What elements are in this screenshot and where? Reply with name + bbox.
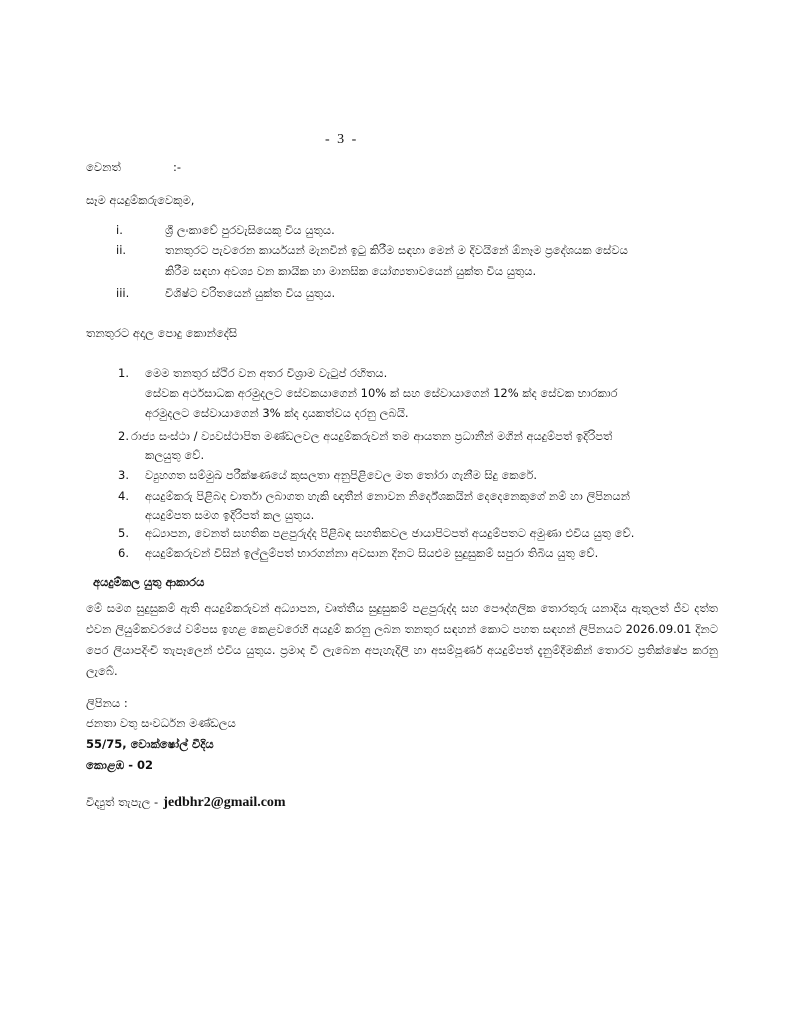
email-address: jedbhr2@gmail.com xyxy=(163,795,286,810)
list-item: අයදුම්කරුවන් විසින් ඉල්ලුම්පත් භාරගන්නා අවසාන දිනට සියළුම සුදුසුකම් සපුරා තිබිය යුතු වේ. xyxy=(145,546,599,560)
list-item-continuation: අයදුම්පත සමග ඉදිරිපත් කල යුතුය. xyxy=(145,508,315,522)
list-item-continuation: අරමුදලට සේවායාගෙන් 3% ක්ද දායකත්වය දරනු ලබයි. xyxy=(145,406,409,420)
list-item: තනතුරට පැවරෙන කාර්යයන් මැනවින් ඉටු කිරීම සඳහා මෙන් ම දිවයිනේ ඕනෑම ප්‍රදේශයක සේවය xyxy=(165,243,628,257)
list-marker: 1. xyxy=(118,366,129,380)
list-marker: 5. xyxy=(118,526,129,540)
list-item: අයදුම්කරු පිළිබද චාර්තා ලබාගත හැකි ඥාතීන් නොවන නිර්දේශකයින් දෙදෙනෙකුගේ නම් හා ලිපිනයන් xyxy=(145,489,630,503)
list-marker: 4. xyxy=(118,489,129,503)
list-marker: i. xyxy=(116,223,123,237)
apply-heading: අයදුම්කල යුතු ආකාරය xyxy=(93,575,205,589)
others-colon: :- xyxy=(173,160,182,174)
address-line: ජනතා වතු සංවර්ධන මණ්ඩලය xyxy=(86,716,236,730)
list-item-continuation: කිරීම සඳහා අවශ්‍ය වන කායික හා මානසික යෝග්‍යතාවයෙන් යුක්ත විය යුතුය. xyxy=(165,264,537,278)
page-number: - 3 - xyxy=(325,132,359,147)
list-item: අධ්‍යාපන, වෙනත් සහතික පළපුරුද්ද පිළිබඳ සහතිකවල ඡායාපිටපත් අයදුම්පතට අමුණා එවිය යුතු වේ. xyxy=(145,526,635,540)
list-item-continuation: කලයුතු වේ. xyxy=(145,448,205,462)
list-item: රාජ්‍ය සංස්ථා / ව්‍යවස්ථාපිත මණ්ඩලවල අයදුම්කරුවන් තම ආයතන ප්‍රධානීන් මගින් අයදුම්පත් ඉදිරිපත් xyxy=(131,429,613,443)
list-marker: ii. xyxy=(116,243,127,257)
list-item: මෙම තනතුර ස්ථිර වන අතර විශ්‍රාම වැටුප් රහිතය. xyxy=(145,366,388,380)
others-heading: වෙනත් xyxy=(86,160,121,174)
list-marker: 3. xyxy=(118,468,129,482)
list-marker: 2. xyxy=(118,429,129,443)
address-line: 55/75, වොක්ෂෝල් වීදිය xyxy=(86,737,214,751)
list-item: ව්‍යුහගත සම්මුඛ පරීක්ෂණයේ කුසලතා අනුපිළිවෙල මත තෝරා ගැනීම සිදු කෙරේ. xyxy=(145,468,538,482)
all-applicants-text: සෑම අයදුම්කරුවෙකුම, xyxy=(86,193,195,207)
apply-paragraph: මේ සමග සුදුසුකම් ඇති අයදුම්කරුවන් අධ්‍යාපන, වෘත්තීය සුදුසුකම් පළපුරුද්ද සහ පෞද්ගලික තොරතුරු යනාදිය ඇතුලත් ජීව දත්ත එවන ලියුම්කවරයේ වම්පස ඉහළ කෙළවරෙහි අයදුම් කරනු ලබන තනතුර සඳහන් කොට පහත සඳහන් ලිපිනයට 2026.09.01 දිනට පෙර ලියාපදිංචි තැපෑලෙන් එවිය යුතුය. ප්‍රමාද වී ලැබෙන අපැහැදිලි හා අසම්පූර්ණ අයදුම්පත් දැනුම්දීමකින් තොරව ප්‍රතික්ෂේප කරනු ලැබේ. xyxy=(86,601,718,678)
list-item: ශ්‍රී ලංකාවේ පුරවැසියෙකු විය යුතුය. xyxy=(165,223,335,237)
email-label: විද්‍යුත් තැපැල - xyxy=(86,795,159,809)
address-line: කොළඹ - 02 xyxy=(86,758,154,772)
list-item: විශිෂ්ට චරිතයෙන් යුක්ත විය යුතුය. xyxy=(165,286,336,300)
email-line xyxy=(86,791,286,812)
list-item-continuation: සේවක අර්ථසාධක අරමුදලට සේවකයාගෙන් 10% ක් සහ සේවායාගෙන් 12% ක්ද සේවක භාරකාර xyxy=(145,386,618,400)
address-label: ලිපිනය : xyxy=(86,696,128,710)
conditions-heading: තනතුරට අදාල පොදු කොන්දේසි xyxy=(86,326,238,340)
list-marker: 6. xyxy=(118,546,129,560)
list-marker: iii. xyxy=(116,286,130,300)
